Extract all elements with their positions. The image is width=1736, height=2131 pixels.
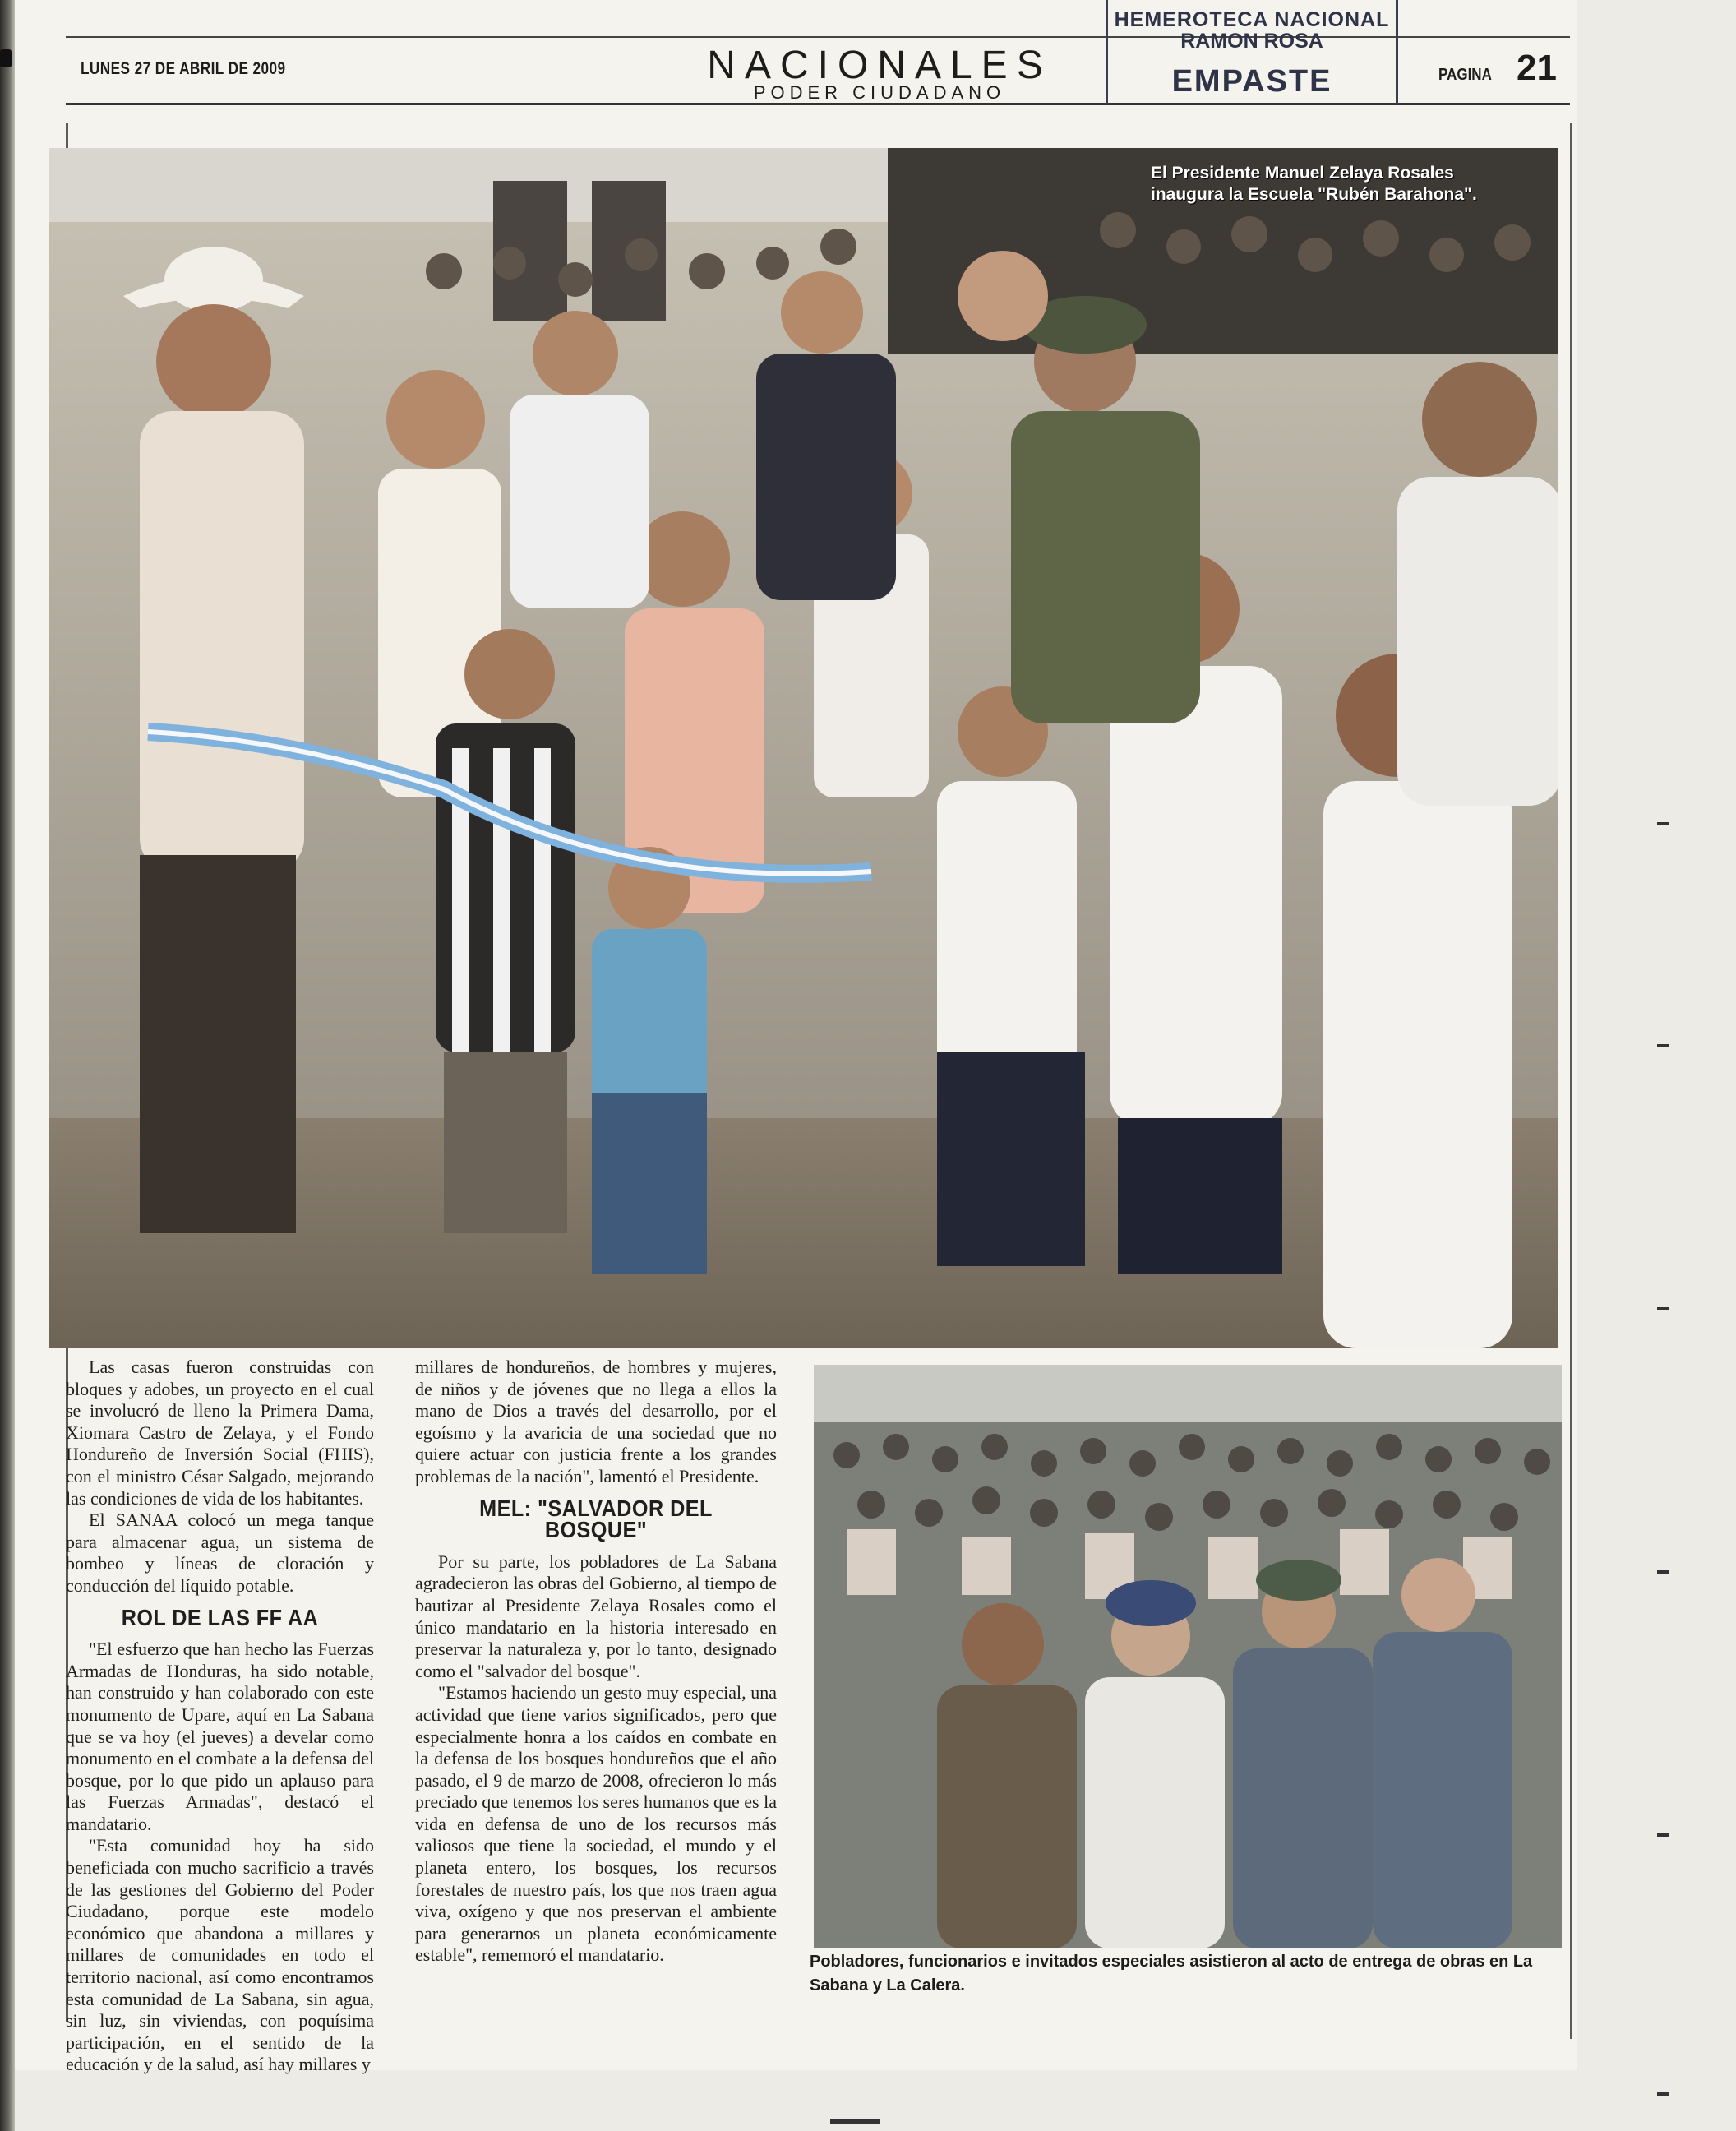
archive-stamp <box>1106 0 1398 104</box>
column1-paragraph-2: El SANAA colocó un mega tanque para almacenar agua, un sistema de bombeo y líneas de cloración y conducción del líquido potable. <box>66 1509 374 1596</box>
column2-paragraph-1: millares de hondureños, de hombres y mujeres, de niños y de jóvenes que no llega a ellos la mano de Dios a través del desarrollo, por el egoísmo y la avaricia de una sociedad que no quiere actuar con justicia frente a los grandes problemas de la nación", lamentó el Presidente. <box>415 1357 777 1486</box>
bottom-photo-caption: Pobladores, funcionarios e invitados especiales asistieron al acto de entrega de obras en La Sabana y La Calera. <box>810 1953 1533 1995</box>
margin-tick <box>1657 822 1669 825</box>
margin-tick <box>1657 1307 1669 1310</box>
page-number: 21 <box>1517 48 1557 88</box>
main-photo-illustration <box>49 148 1558 1348</box>
stamp-line-2: RAMON ROSA <box>1180 30 1323 53</box>
column1-paragraph-4: "Esta comunidad hoy ha sido beneficiada con mucho sacrificio a través de las gestiones del Gobierno del Poder Ciudadano, porque este modelo económico que abandona a millares y millares de comunidades en todo el territorio nacional, así como encontramos esta comunidad de La Sabana, sin agua, sin luz, sin viviendas, con poquísima participación, en el sentido de la educación y de la salud, así hay millares y <box>66 1835 374 2075</box>
binding-mark <box>0 49 12 67</box>
main-photo-caption: El Presidente Manuel Zelaya Rosales inaugura la Escuela "Rubén Barahona". <box>1151 164 1477 204</box>
column1-paragraph-3: "El esfuerzo que han hecho las Fuerzas Armadas de Honduras, ha sido notable, han construido y han colaborado con este monumento de Upare, aquí en La Sabana que se va hoy (el jueves) a develar como monumento en el combate a la defensa del bosque, por lo que pido un aplauso para las Fuerzas Armadas", destacó el mandatario. <box>66 1639 374 1834</box>
section-subtitle: PODER CIUDADANO <box>753 82 1006 103</box>
margin-tick <box>1657 1570 1669 1574</box>
right-frame-rule <box>1570 123 1572 2039</box>
page-label: PAGINA <box>1438 66 1492 84</box>
column1-paragraph-1: Las casas fueron construidas con bloques y adobes, un proyecto en el cual se involucró de lleno la Primera Dama, Xiomara Castro de Zelaya, y el Fondo Hondureño de Inversión Social (FHIS), con el ministro César Salgado, mejorando las condiciones de vida de los habitantes. <box>66 1357 374 1509</box>
column1-subheading: ROL DE LAS FF AA <box>121 1604 319 1630</box>
stamp-line-1: HEMEROTECA NACIONAL <box>1114 8 1390 31</box>
article-column-1 <box>66 1357 374 2076</box>
bottom-tick <box>830 2119 880 2124</box>
column2-paragraph-2: Por su parte, los pobladores de La Sabana agradecieron las obras del Gobierno, al tiempo de bautizar al Presidente Zelaya Rosales como el único mandatario en la historia interesado en preservar la naturaleza y, por lo tanto, designado como el "salvador del bosque". <box>415 1551 777 1681</box>
column2-subheading: MEL: "SALVADOR DEL BOSQUE" <box>479 1495 713 1543</box>
margin-tick <box>1657 1044 1669 1047</box>
margin-tick <box>1657 2092 1669 2096</box>
margin-tick <box>1657 1833 1669 1837</box>
main-photo <box>49 148 1558 1348</box>
article-column-2 <box>415 1357 777 1967</box>
bottom-photo-illustration <box>814 1365 1562 1948</box>
issue-date: LUNES 27 DE ABRIL DE 2009 <box>81 59 286 78</box>
section-title: NACIONALES <box>707 44 1052 87</box>
stamp-line-3: EMPASTE <box>1171 64 1332 99</box>
column2-paragraph-3: "Estamos haciendo un gesto muy especial, una actividad que tiene varios significados, pero que especialmente honra a los caídos en combate en la defensa de los bosques hondureños que el año pasado, el 9 de marzo de 2008, ofrecieron lo más preciado que tenemos los seres humanos que es la vida en defensa de uno de los recursos más valiosos que tiene la sociedad, el mundo y el planeta entero, los bosques, los recursos forestales de nuestro país, los que nos traen agua viva, oxígeno y que nos preservan el ambiente para generarnos un planeta económicamente estable", rememoró el mandatario. <box>415 1682 777 1966</box>
bottom-photo <box>814 1365 1562 1948</box>
binding-strip <box>0 0 15 2131</box>
